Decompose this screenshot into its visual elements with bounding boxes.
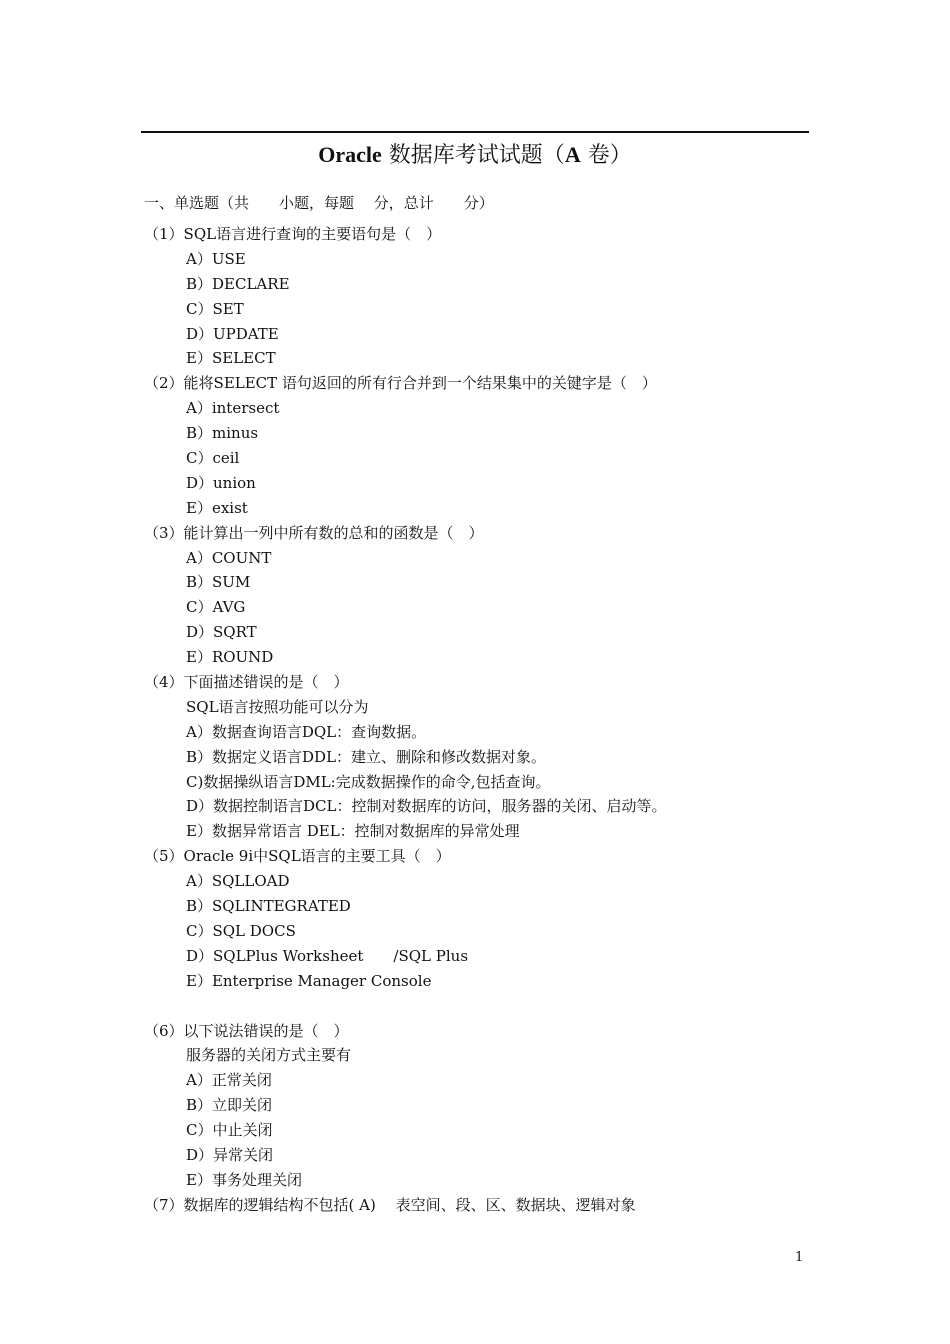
option-item: B）SQLINTEGRATED xyxy=(186,897,351,916)
question-list xyxy=(0,222,950,1218)
header-rule xyxy=(141,131,809,133)
option-item: C)数据操纵语言DML:完成数据操作的命令,包括查询。 xyxy=(186,772,551,791)
option-item: D）SQRT xyxy=(186,623,257,642)
option-item: A）USE xyxy=(186,249,246,268)
option-item: A）数据查询语言DQL：查询数据。 xyxy=(186,722,427,741)
option-item: C）SET xyxy=(186,299,244,318)
question-stem: （2）能将SELECT 语句返回的所有行合并到一个结果集中的关键字是（ ） xyxy=(144,374,657,393)
question-stem: （1）SQL语言进行查询的主要语句是（ ） xyxy=(144,225,442,243)
option-item: B）数据定义语言DDL：建立、删除和修改数据对象。 xyxy=(186,747,547,766)
option-item: E）exist xyxy=(186,498,248,517)
option-item: A）SQLLOAD xyxy=(186,872,290,891)
option-item: E）Enterprise Manager Console xyxy=(186,971,432,990)
question-lead: SQL语言按照功能可以分为 xyxy=(186,697,369,716)
option-item: B）minus xyxy=(186,424,259,443)
option-item: C）AVG xyxy=(186,598,246,617)
option-item: B）SUM xyxy=(186,573,251,592)
option-item: E）SELECT xyxy=(186,349,276,368)
option-item: E）数据异常语言 DEL：控制对数据库的异常处理 xyxy=(186,822,520,841)
question-stem: （3）能计算出一列中所有数的总和的函数是（ ） xyxy=(144,523,484,542)
title-bold-variant: A xyxy=(564,142,581,167)
option-item: E）事务处理关闭 xyxy=(186,1170,302,1189)
option-item: A）COUNT xyxy=(186,548,272,567)
option-item: D）数据控制语言DCL：控制对数据库的访问，服务器的关闭、启动等。 xyxy=(186,797,667,816)
title-text: 数据库考试试题（ xyxy=(381,143,565,168)
option-item: E）ROUND xyxy=(186,648,274,667)
question-stem: （4）下面描述错误的是（ ） xyxy=(144,673,349,692)
page-number: 1 xyxy=(795,1250,804,1265)
title-bold-prefix: Oracle xyxy=(318,142,382,167)
question-stem: （5）Oracle 9i中SQL语言的主要工具（ ） xyxy=(144,847,451,866)
option-item: A）intersect xyxy=(186,399,280,418)
question-stem: （7）数据库的逻辑结构不包括( A) 表空间、段、区、数据块、逻辑对象 xyxy=(144,1195,636,1214)
option-item: B）立即关闭 xyxy=(186,1096,273,1115)
question-stem: （6）以下说法错误的是（ ） xyxy=(144,1021,349,1040)
option-item: B）DECLARE xyxy=(186,274,290,293)
question-lead: 服务器的关闭方式主要有 xyxy=(186,1046,352,1065)
title-suffix: 卷） xyxy=(580,143,632,168)
option-item: D）异常关闭 xyxy=(186,1145,274,1164)
option-item: C）ceil xyxy=(186,449,240,468)
option-item: D）union xyxy=(186,473,256,492)
option-item: C）中止关闭 xyxy=(186,1121,273,1140)
option-item: A）正常关闭 xyxy=(186,1071,272,1090)
option-item: D）SQLPlus Worksheet /SQL Plus xyxy=(186,946,469,965)
option-item: D）UPDATE xyxy=(186,324,279,343)
option-item: C）SQL DOCS xyxy=(186,921,296,940)
page-title xyxy=(0,141,950,170)
spacer xyxy=(0,994,950,1019)
section-header: 一、单选题（共 小题，每题 分，总计 分） xyxy=(144,194,494,212)
